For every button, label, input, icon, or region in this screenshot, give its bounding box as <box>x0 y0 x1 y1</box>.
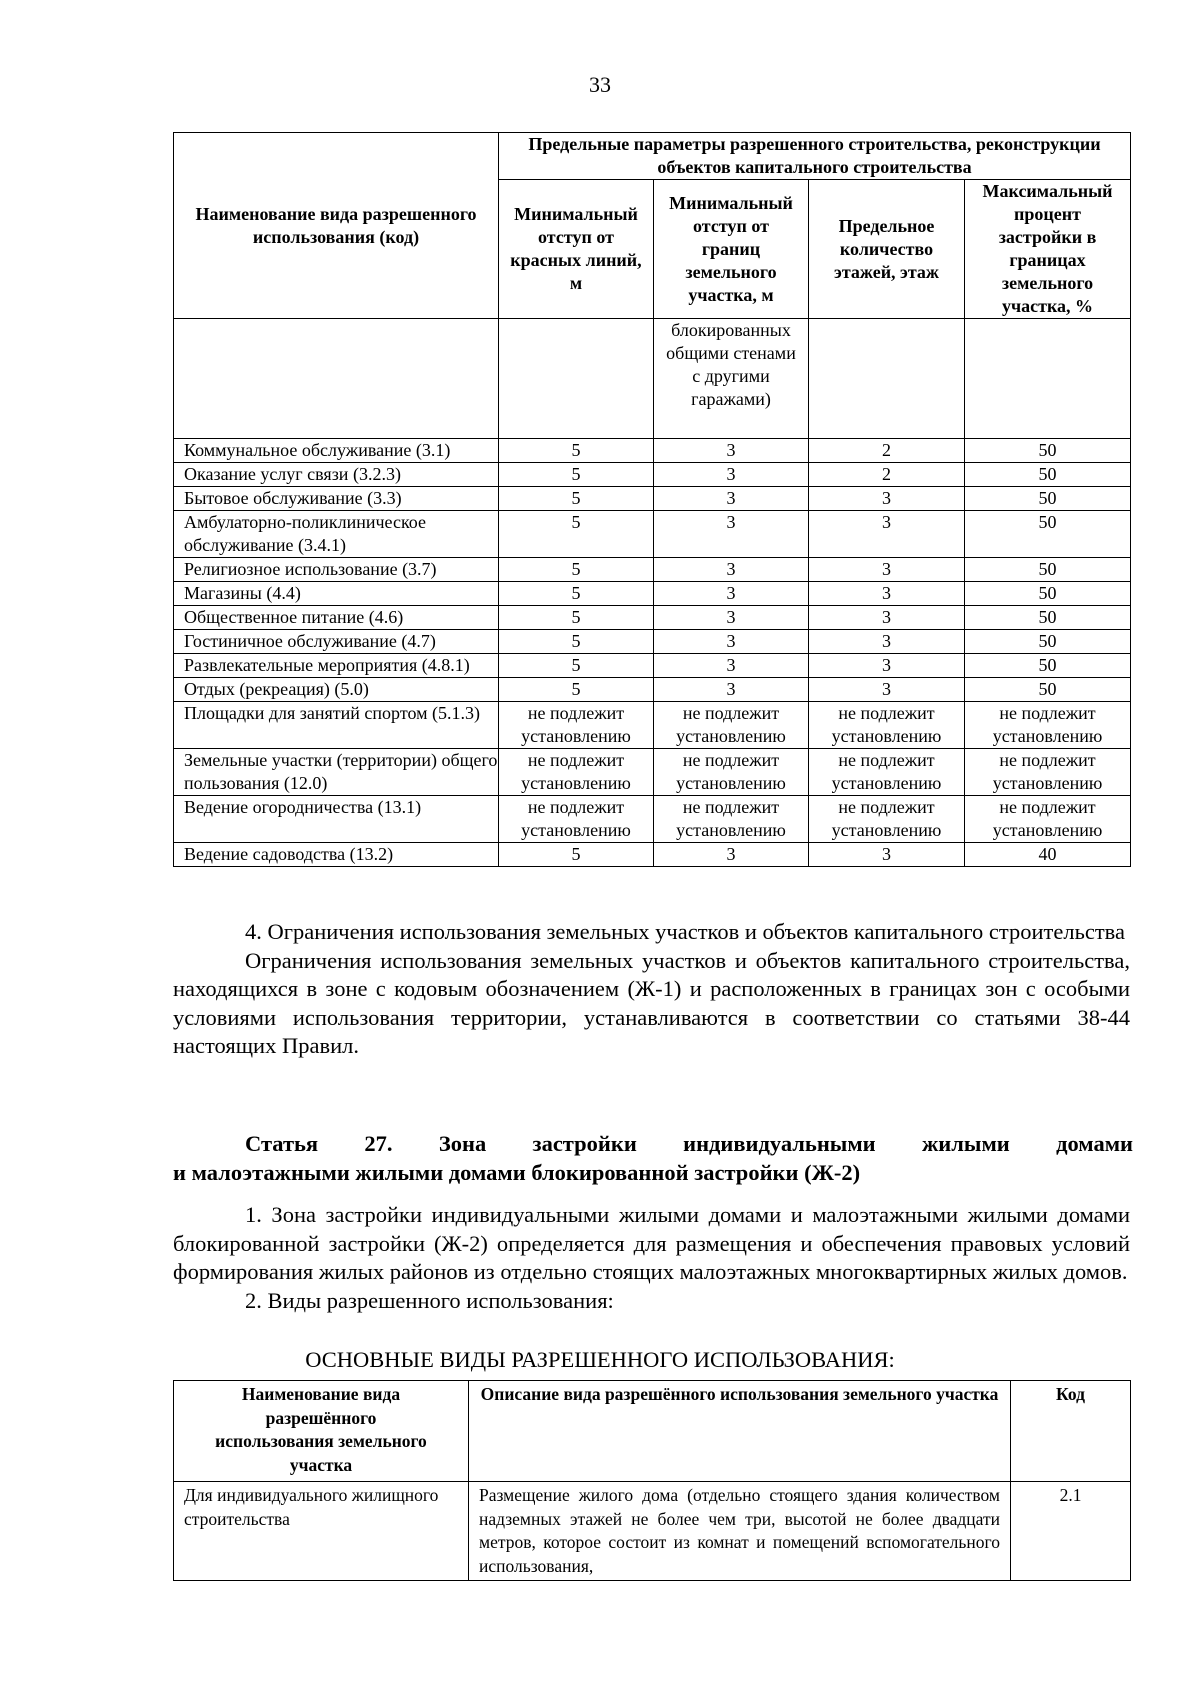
table-row <box>174 678 1131 702</box>
value-cell: 3 <box>654 678 809 702</box>
use-name-cell: Ведение садоводства (13.2) <box>174 843 499 867</box>
value-cell: 50 <box>965 558 1131 582</box>
permitted-uses-table <box>173 1380 1131 1581</box>
use-name-cell: Общественное питание (4.6) <box>174 606 499 630</box>
table-row <box>174 319 1131 439</box>
value-cell: 3 <box>809 558 965 582</box>
value-cell: 3 <box>654 654 809 678</box>
article-27-title-line-1 <box>173 1130 1133 1159</box>
table-row <box>174 1482 1131 1581</box>
parameters-table <box>173 132 1131 867</box>
value-cell: 5 <box>499 463 654 487</box>
value-cell: 3 <box>809 654 965 678</box>
value-cell: 3 <box>809 511 965 558</box>
value-cell: не подлежит установлению <box>654 796 809 843</box>
description-cell: Размещение жилого дома (отдельно стоящего здания количеством надземных этажей не более чем три, высотой не более двадцати метров, которое состоит из комнат и помещений вспомогательного использования, <box>469 1482 1011 1581</box>
use-name-cell: Ведение огородничества (13.1) <box>174 796 499 843</box>
value-cell: 5 <box>499 654 654 678</box>
value-cell: 50 <box>965 463 1131 487</box>
table-row <box>174 439 1131 463</box>
value-cell: 5 <box>499 582 654 606</box>
value-cell: не подлежит установлению <box>809 749 965 796</box>
use-name-cell: Отдых (рекреация) (5.0) <box>174 678 499 702</box>
use-name-cell: Площадки для занятий спортом (5.1.3) <box>174 702 499 749</box>
column-header-name: Наименование вида разрешенного использования (код) <box>174 133 499 319</box>
column-header-coverage: Максимальный процент застройки в границах земельного участка, % <box>965 180 1131 319</box>
value-cell: 5 <box>499 843 654 867</box>
value-cell: не подлежит установлению <box>654 702 809 749</box>
article-27-word: жилыми <box>921 1131 1010 1156</box>
table-row <box>174 582 1131 606</box>
use-name-cell: Религиозное использование (3.7) <box>174 558 499 582</box>
value-cell: 50 <box>965 606 1131 630</box>
main-uses-caption: ОСНОВНЫЕ ВИДЫ РАЗРЕШЕННОГО ИСПОЛЬЗОВАНИЯ: <box>305 1347 895 1372</box>
value-cell: 50 <box>965 654 1131 678</box>
use-name-cell: Гостиничное обслуживание (4.7) <box>174 630 499 654</box>
table-row <box>174 606 1131 630</box>
page-number: 33 <box>589 72 611 97</box>
value-cell: 2 <box>809 439 965 463</box>
section-4-title: 4. Ограничения использования земельных участков и объектов капитального строительства <box>245 919 1125 944</box>
value-cell: 3 <box>654 511 809 558</box>
value-cell: 3 <box>809 582 965 606</box>
value-cell: 50 <box>965 487 1131 511</box>
column-group-header: Предельные параметры разрешенного строительства, реконструкции объектов капитального строительства <box>499 133 1131 180</box>
code-cell: 2.1 <box>1011 1482 1131 1581</box>
value-cell: 3 <box>654 439 809 463</box>
article-27-heading <box>173 1130 1133 1187</box>
article-27-title-line-2: и малоэтажными жилыми домами блокированной застройки (Ж-2) <box>173 1159 861 1185</box>
value-cell: 50 <box>965 630 1131 654</box>
value-cell: не подлежит установлению <box>809 702 965 749</box>
article-27-word: Зона <box>438 1131 487 1156</box>
table-header-row <box>174 1381 1131 1482</box>
use-name-cell: Земельные участки (территории) общего пользования (12.0) <box>174 749 499 796</box>
value-cell: 3 <box>654 606 809 630</box>
value-cell: не подлежит установлению <box>965 749 1131 796</box>
value-cell: 2 <box>809 463 965 487</box>
value-cell: 5 <box>499 439 654 463</box>
article-27-word: застройки <box>532 1131 637 1156</box>
table-row <box>174 463 1131 487</box>
value-cell: 5 <box>499 630 654 654</box>
value-cell: не подлежит установлению <box>965 796 1131 843</box>
column-header-plot-border: Минимальный отступ от границ земельного участка, м <box>654 180 809 319</box>
value-cell: 40 <box>965 843 1131 867</box>
value-cell: 3 <box>654 630 809 654</box>
value-cell: не подлежит установлению <box>965 702 1131 749</box>
section-4-text: Ограничения использования земельных участков и объектов капитального строительства, находящихся в зоне с кодовым обозначением (Ж-1) и расположенных в границах зон с особыми условиями использования территории, устанавливаются в соответствии со статьями 38-44 настоящих Правил. <box>173 947 1130 1058</box>
section-4 <box>173 918 1130 1061</box>
value-cell: 5 <box>499 487 654 511</box>
column-header-floors: Предельное количество этажей, этаж <box>809 180 965 319</box>
use-name-cell: Развлекательные мероприятия (4.8.1) <box>174 654 499 678</box>
use-name-cell: Оказание услуг связи (3.2.3) <box>174 463 499 487</box>
paragraph-2: 2. Виды разрешенного использования: <box>245 1287 614 1313</box>
value-cell: не подлежит установлению <box>654 749 809 796</box>
value-cell: 50 <box>965 678 1131 702</box>
table-row <box>174 558 1131 582</box>
column-header-red-lines: Минимальный отступ от красных линий, м <box>499 180 654 319</box>
table-row <box>174 749 1131 796</box>
value-cell: 3 <box>809 487 965 511</box>
value-cell: не подлежит установлению <box>499 796 654 843</box>
article-27-word: 27. <box>364 1131 393 1156</box>
value-cell: 3 <box>809 606 965 630</box>
value-cell: 5 <box>499 558 654 582</box>
table-row <box>174 511 1131 558</box>
value-cell: не подлежит установлению <box>499 749 654 796</box>
paragraph-1: 1. Зона застройки индивидуальными жилыми домами и малоэтажными жилыми домами блокированной застройки (Ж-2) определяется для размещения и обеспечения правовых условий формирования жилых районов из отдельно стоящих малоэтажных многоквартирных жилых домов. <box>173 1202 1130 1284</box>
value-cell: не подлежит установлению <box>499 702 654 749</box>
value-cell: 3 <box>654 558 809 582</box>
column-header-code: Код <box>1011 1381 1131 1482</box>
table-row <box>174 843 1131 867</box>
use-name-cell: Амбулаторно-поликлиническое обслуживание (3.4.1) <box>174 511 499 558</box>
value-cell: 5 <box>499 606 654 630</box>
use-name-cell: Магазины (4.4) <box>174 582 499 606</box>
table-row <box>174 654 1131 678</box>
use-name-cell: Для индивидуального жилищного строительства <box>174 1482 469 1581</box>
table-row <box>174 487 1131 511</box>
value-cell: 3 <box>654 843 809 867</box>
column-header-use-name: Наименование вида разрешённого использования земельного участка <box>174 1381 469 1482</box>
column-header-description: Описание вида разрешённого использования земельного участка <box>469 1381 1011 1482</box>
value-cell: не подлежит установлению <box>809 796 965 843</box>
value-cell: 50 <box>965 439 1131 463</box>
table-row <box>174 796 1131 843</box>
table-row <box>174 702 1131 749</box>
article-27-word: домами <box>1056 1131 1133 1156</box>
value-cell: 3 <box>654 463 809 487</box>
table-body <box>174 439 1131 867</box>
article-27-word: индивидуальными <box>683 1131 876 1156</box>
value-cell: 3 <box>809 843 965 867</box>
continuation-cell: блокированных общими стенами с другими гаражами) <box>654 319 809 439</box>
value-cell: 50 <box>965 511 1131 558</box>
table-header-row <box>174 133 1131 180</box>
value-cell: 5 <box>499 511 654 558</box>
value-cell: 50 <box>965 582 1131 606</box>
article-27-body <box>173 1201 1130 1315</box>
value-cell: 3 <box>654 582 809 606</box>
table-row <box>174 630 1131 654</box>
value-cell: 3 <box>809 678 965 702</box>
value-cell: 3 <box>809 630 965 654</box>
article-27-word: Статья <box>245 1131 319 1156</box>
value-cell: 3 <box>654 487 809 511</box>
use-name-cell: Коммунальное обслуживание (3.1) <box>174 439 499 463</box>
value-cell: 5 <box>499 678 654 702</box>
use-name-cell: Бытовое обслуживание (3.3) <box>174 487 499 511</box>
